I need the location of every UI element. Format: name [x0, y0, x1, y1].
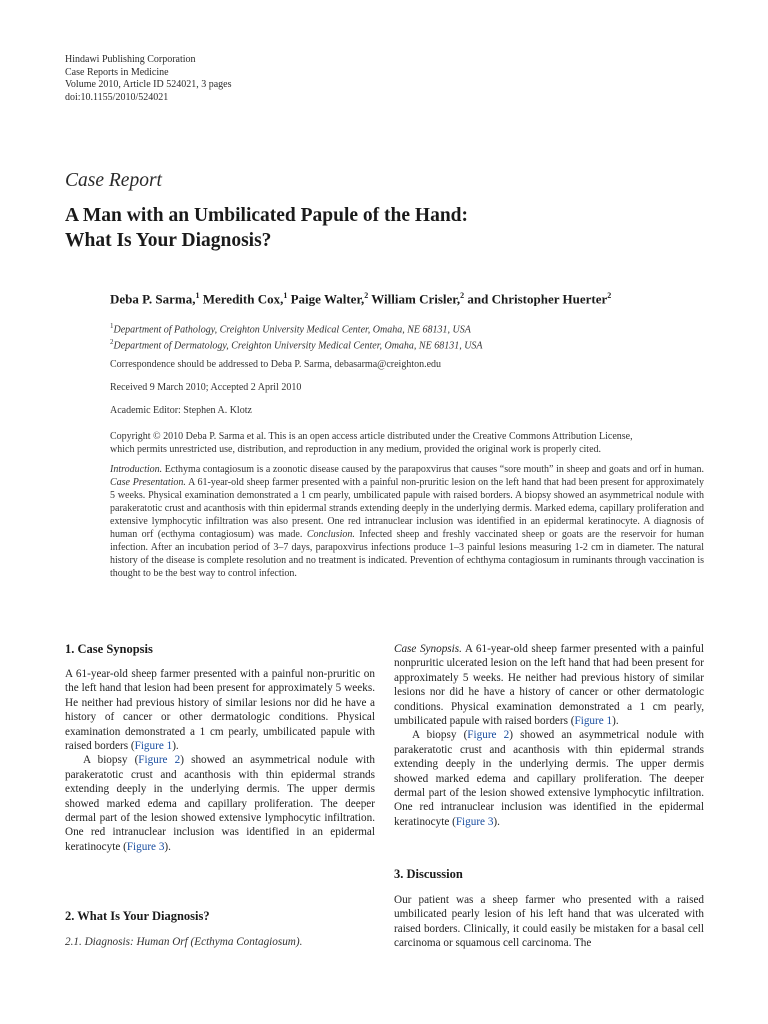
affil-sup: 1	[110, 322, 114, 330]
abstract-conclusion-label: Conclusion.	[306, 529, 355, 540]
affiliation-2	[110, 336, 483, 352]
affil-text: Department of Pathology, Creighton University Medical Center, Omaha, NE 68131, USA	[113, 324, 471, 336]
figure-1-link[interactable]: Figure 1	[134, 740, 173, 753]
affiliations	[110, 320, 483, 353]
figure-2-link[interactable]: Figure 2	[138, 754, 181, 767]
abstract-intro-text: Ecthyma contagiosum is a zoonotic disease caused by the parapoxvirus that causes “sore mouth” in sheep and goats and orf in human.	[162, 464, 704, 475]
abstract-intro-label: Introduction.	[110, 464, 163, 475]
figure-3-link[interactable]: Figure 3	[126, 840, 165, 853]
author-name: Deba P. Sarma,	[110, 291, 196, 307]
volume-line: Volume 2010, Article ID 524021, 3 pages	[65, 79, 232, 90]
doi-line: doi:10.1155/2010/524021	[65, 91, 169, 103]
section-heading-diagnosis: 2. What Is Your Diagnosis?	[65, 909, 210, 923]
paragraph: A biopsy (Figure 2) showed an asymmetrical nodule with parakeratotic crust and acanthosis with thin epidermal strands extending deeply in the underlying dermis. The upper dermis showed marked edema and capillary proliferation. The deeper dermal part of the lesion showed extensive lymphocytic infiltration. One red intranuclear inclusion was identified in the epidermal keratinocyte (Figure 3).	[394, 729, 704, 828]
publisher-line: Hindawi Publishing Corporation	[65, 54, 196, 65]
author-affil-sup: 2	[607, 291, 612, 300]
abstract-case-label: Case Presentation.	[110, 477, 186, 488]
author-affil-sup: 2	[364, 291, 369, 300]
author-name: William Crisler,	[371, 291, 461, 307]
paragraph: Our patient was a sheep farmer who presented with a raised umbilicated pearly lesion of his left hand that was ulcerated with raised borders. Clinically, it could easily be mistaken for a basal cell carcinoma or squamous cell carcinoma. The	[394, 894, 704, 950]
author-name: Meredith Cox,	[202, 291, 284, 307]
author-affil-sup: 1	[283, 291, 288, 300]
abstract-conclusion-text: Infected sheep and freshly vaccinated sheep or goats are the reservoir for human infection. After an incubation period of 3–7 days, parapoxvirus infections produce 1–3 painful lesions measuring 1-2 cm in diameter. The natural history of the disease is complete resolution and no treatment is indicated. Prevention of echthyma contagiosum in ruminants through vaccination is thought to be the best way to control infection.	[110, 529, 704, 579]
copyright-line-1: Copyright © 2010 Deba P. Sarma et al. This is an open access article distributed under the Creative Commons Attribution License,	[110, 431, 633, 442]
author-name: Paige Walter,	[290, 291, 365, 307]
author-affil-sup: 1	[195, 291, 200, 300]
correspondence: Correspondence should be addressed to Deba P. Sarma, debasarma@creighton.edu	[110, 359, 442, 370]
paragraph: A 61-year-old sheep farmer presented with a painful non-pruritic on the left hand that lesion had been present for approximately 5 weeks. He neither had previous history of similar lesions nor did he have a history of cancer or other dermatologic conditions. Physical examination demonstrated a 1 cm pearly, umbilicated papule with raised borders (Figure 1).	[65, 668, 375, 753]
abstract	[110, 463, 704, 580]
journal-line: Case Reports in Medicine	[65, 66, 169, 78]
journal-header	[65, 54, 231, 104]
case-synopsis-label: Case Synopsis.	[394, 643, 462, 655]
subsection-heading-orf: 2.1. Diagnosis: Human Orf (Ecthyma Contagiosum).	[65, 936, 303, 948]
author-name: and Christopher Huerter	[467, 291, 608, 307]
article-title	[65, 203, 705, 253]
academic-editor: Academic Editor: Stephen A. Klotz	[110, 405, 252, 416]
figure-1-link[interactable]: Figure 1	[574, 715, 613, 728]
paragraph: A biopsy (Figure 2) showed an asymmetrical nodule with parakeratotic crust and acanthosis with thin epidermal strands extending deeply in the underlying dermis. The upper dermis showed marked edema and capillary proliferation. The deeper dermal part of the lesion showed extensive lymphocytic infiltration. One red intranuclear inclusion was identified in an epidermal keratinocyte (Figure 3).	[65, 754, 375, 853]
section-heading-case-synopsis: 1. Case Synopsis	[65, 642, 153, 656]
abstract-case-text: A 61-year-old sheep farmer presented with a painful non-pruritic lesion on the left hand that had been present for approximately 5 weeks. Physical examination demonstrated a 1 cm pearly, umbilicated papule with raised borders. A biopsy showed an asymmetrical nodule with parakeratotic crust and acanthosis with thin epidermal strands extending deeply in the underlying dermis. Marked edema, capillary proliferation and extensive lymphocytic infiltration was also present. One red intranuclear inclusion was identified in an epidermal keratinocyte. A diagnosis of human orf (ecthyma contagiosum) was made.	[110, 477, 704, 540]
figure-2-link[interactable]: Figure 2	[467, 729, 510, 742]
author-list	[110, 291, 611, 307]
affil-sup: 2	[110, 338, 114, 347]
copyright-notice	[110, 430, 705, 456]
author-affil-sup: 2	[460, 291, 465, 300]
title-line-2: What Is Your Diagnosis?	[65, 230, 272, 251]
figure-3-link[interactable]: Figure 3	[455, 815, 494, 828]
article-type: Case Report	[65, 170, 162, 191]
affil-text: Department of Dermatology, Creighton University Medical Center, Omaha, NE 68131, USA	[113, 340, 483, 352]
discussion-body	[394, 893, 704, 951]
section-heading-discussion: 3. Discussion	[394, 867, 463, 881]
copyright-line-2: which permits unrestricted use, distribution, and reproduction in any medium, provided the original work is properly cited.	[110, 444, 602, 455]
title-line-1: A Man with an Umbilicated Papule of the Hand:	[65, 205, 469, 226]
right-column-body	[394, 642, 704, 829]
received-dates: Received 9 March 2010; Accepted 2 April 2010	[110, 382, 302, 393]
affiliation-1	[110, 320, 483, 336]
left-column-body	[65, 667, 375, 854]
paragraph: Case Synopsis. A 61-year-old sheep farmer presented with a painful nonpruritic ulcerated lesion on the left hand that had been present for approximately 5 weeks. He neither had previous history of similar lesions nor did he have a history of cancer or other dermatologic conditions. Physical examination demonstrated a 1 cm pearly, umbilicated papule with raised borders (Figure 1).	[394, 643, 704, 728]
